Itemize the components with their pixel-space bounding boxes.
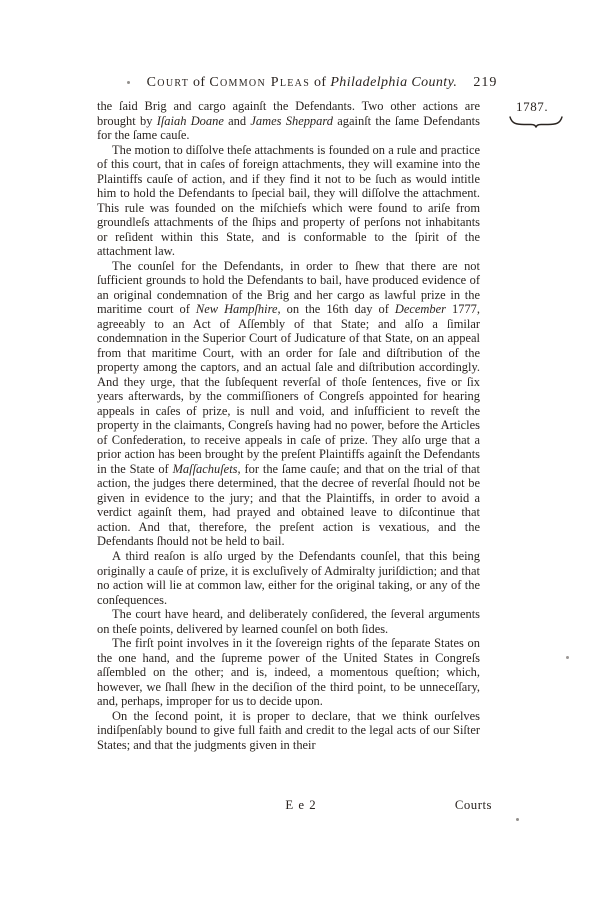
paragraph: [97, 549, 480, 607]
print-artifact-dot: [516, 818, 519, 821]
print-artifact-dot: [127, 81, 130, 84]
margin-year-note: 1787.: [516, 99, 549, 114]
text-segment: December: [394, 302, 446, 317]
catchword: Courts: [454, 798, 492, 812]
body-text-column: [97, 99, 480, 752]
text-segment: 1777, agreeably to an Act of Aſſembly of that State; and alſo a ſimilar condemnation in the Superior Court of Judicature of that State, on an appeal from that maritime Court, with an order for ſale and diſtribution of the property among the captors, and an actual ſale and diſtribution accordingly. And they urge, that the ſubſequent reverſal of thoſe ſentences, five or ſix years afterwards, by the commiſſioners of Congreſs appointed for hearing appeals in caſes of prize, is null and void, and inſufficient to reveſt the property in the claimants, Congreſs having had no power, before the Articles of Confederation, to receive appeals in caſe of prize. They alſo urge that a prior action has been brought by the preſent Plaintiffs againſt the Defendants in the State of: [97, 302, 481, 476]
page-number: 219: [473, 75, 498, 90]
text-segment: , for the ſame cauſe; and that on the trial of that action, the judges there determined, that the decree of reverſal ſhould not be given in evidence to the jury; and that the Plaintiffs, in order to avoid a verdict againſt them, had prayed and obtained leave to diſcontinue that action. And that, therefore, the preſent action is vexatious, and the Defendants ſhould not be held to bail.: [97, 461, 480, 549]
text-segment: New Hampſhire: [195, 302, 278, 317]
margin-year-brace-icon: [508, 115, 564, 129]
text-segment: The counſel for the Defendants, in order to ſhew that there are not ſufficient grounds to hold the Defendants to bail, have produced evidence of an original condemnation of the Brig and her cargo as lawful prize in the maritime court of: [97, 258, 480, 317]
paragraph: [97, 709, 480, 753]
running-head-title: [147, 75, 458, 90]
text-segment: of: [189, 75, 210, 90]
signature-mark: E e 2: [285, 798, 317, 812]
paragraph: [97, 99, 480, 143]
text-segment: Iſaiah Doane: [156, 113, 224, 128]
text-segment: Maſſachuſets: [172, 461, 238, 476]
text-segment: againſt the ſame Defendants for the ſame cauſe.: [97, 113, 480, 143]
text-segment: the ſaid Brig and cargo againſt the Defendants. Two other actions are brought by: [97, 99, 480, 128]
text-segment: Common Pleas: [209, 75, 311, 90]
paragraph: [97, 636, 480, 709]
text-segment: James Sheppard: [250, 113, 333, 128]
paragraph: [97, 259, 480, 549]
text-segment: , on the 16th day of: [277, 302, 395, 317]
text-segment: The firſt point involves in it the ſovereign rights of the ſeparate States on the one hand, and the ſupreme power of the United States in Congreſs aſſembled on the other; and is, indeed, a momentous queſtion; which, however, we ſhall ſhew in the deciſion of the third point, to be unneceſſary, and, perhaps, improper for us to decide upon.: [97, 636, 480, 709]
print-artifact-dot: [566, 656, 569, 659]
text-segment: Philadelphia County.: [330, 75, 458, 90]
page-footer: [97, 798, 492, 814]
paragraph: [97, 607, 480, 636]
paragraph: [97, 143, 480, 259]
text-segment: Court: [146, 75, 190, 90]
text-segment: The motion to diſſolve theſe attachments is founded on a rule and practice of this court, that in caſes of foreign attachments, they will examine into the Plaintiffs cauſe of action, and if they find it not to be ſuch as would intitle him to hold the Defendants to ſpecial bail, they will diſſolve the attachment. This rule was founded on the miſchiefs which were found to ariſe from groundleſs attachments of the ſhips and property of perſons not inhabitants or reſident within this State, and is conformable to the ſpirit of the attachment law.: [97, 142, 480, 259]
text-segment: and: [223, 113, 251, 128]
text-segment: The court have heard, and deliberately conſidered, the ſeveral arguments on theſe points, delivered by learned counſel on both ſides.: [97, 607, 480, 636]
running-head: [130, 75, 514, 91]
text-segment: On the ſecond point, it is proper to declare, that we think ourſelves indiſpenſably bound to give full faith and credit to the legal acts of our Siſter States; and that the judgments given in their: [97, 708, 480, 752]
text-segment: A third reaſon is alſo urged by the Defendants counſel, that this being originally a cauſe of prize, it is excluſively of Admiralty juriſdiction; and that no action will lie at common law, either for the original taking, or any of the conſequences.: [97, 548, 480, 607]
text-segment: of: [310, 75, 331, 90]
